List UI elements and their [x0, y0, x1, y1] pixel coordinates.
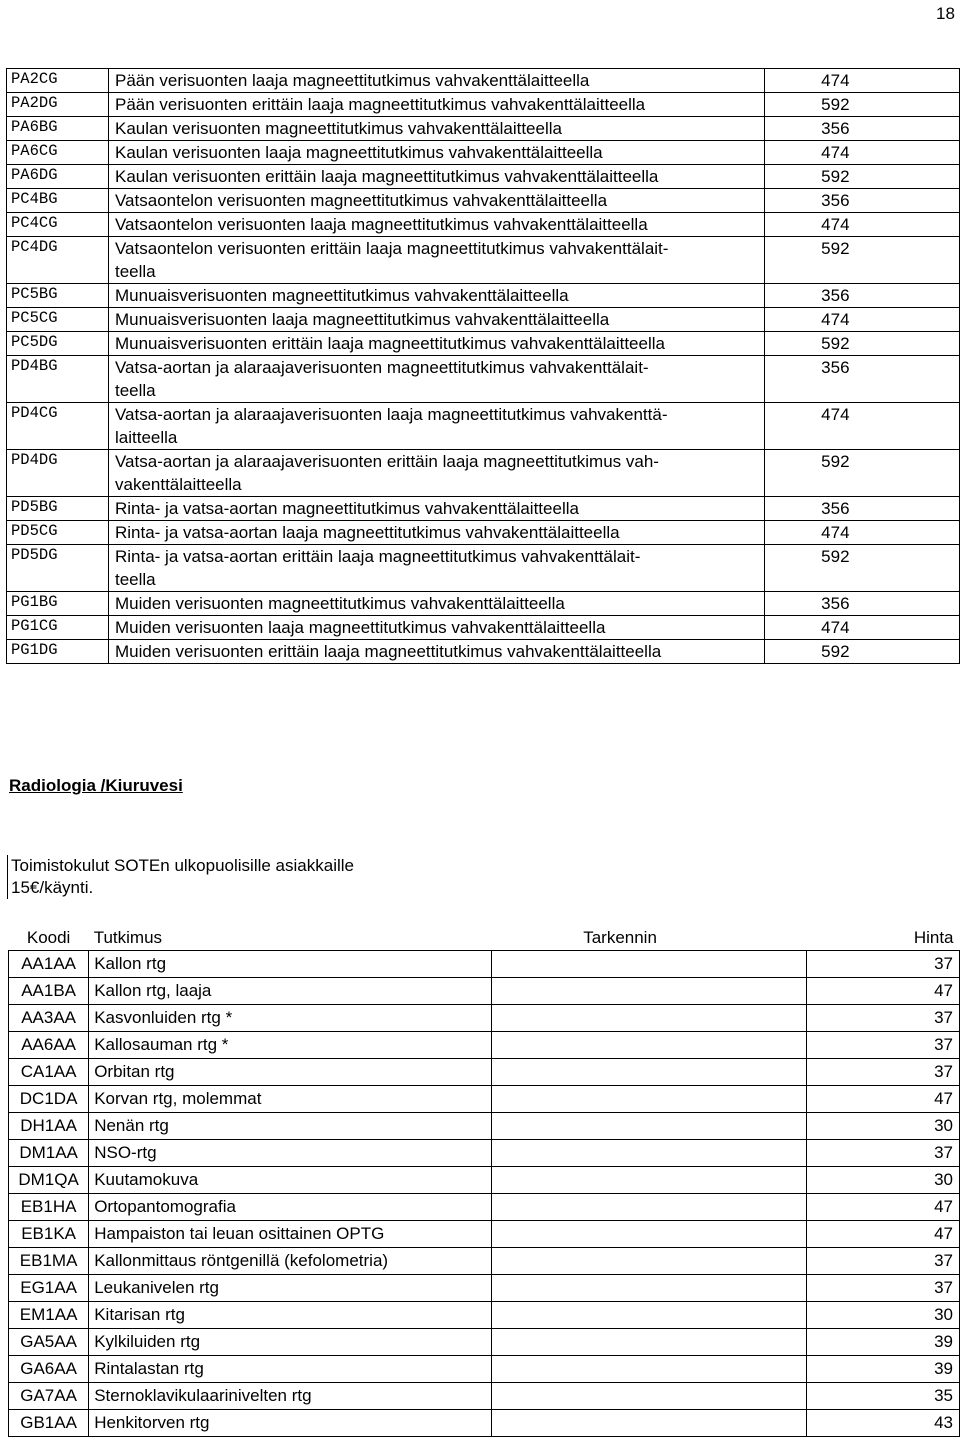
- row-price: 37: [807, 1140, 960, 1167]
- table-row: [9, 1140, 960, 1167]
- row-code: EB1KA: [9, 1221, 89, 1248]
- row-code: PA6BG: [7, 117, 109, 141]
- radiology-price-table-body: [9, 951, 960, 1437]
- row-price: 592: [765, 332, 960, 356]
- row-spec: [491, 1329, 807, 1356]
- row-name: Kasvonluiden rtg *: [89, 1005, 492, 1032]
- row-description: Vatsa-aortan ja alaraajaverisuonten laaja magneettitutkimus vahvakenttä- laitteella: [108, 403, 764, 450]
- row-description: Munuaisverisuonten magneettitutkimus vahvakenttälaitteella: [108, 284, 764, 308]
- row-spec: [491, 1302, 807, 1329]
- row-description: Kaulan verisuonten magneettitutkimus vahvakenttälaitteella: [108, 117, 764, 141]
- mri-price-table: [6, 68, 960, 664]
- row-code: PC5DG: [7, 332, 109, 356]
- row-code: AA1BA: [9, 978, 89, 1005]
- table-row: [7, 213, 960, 237]
- row-description: Vatsa-aortan ja alaraajaverisuonten erittäin laaja magneettitutkimus vah- vakenttälaitteella: [108, 450, 764, 497]
- table-row: [9, 1167, 960, 1194]
- row-description: Vatsaontelon verisuonten laaja magneettitutkimus vahvakenttälaitteella: [108, 213, 764, 237]
- table-row: [9, 951, 960, 978]
- table-row: [9, 1032, 960, 1059]
- row-price: 37: [807, 1005, 960, 1032]
- row-spec: [491, 1113, 807, 1140]
- row-name: Henkitorven rtg: [89, 1410, 492, 1437]
- row-price: 592: [765, 165, 960, 189]
- row-price: 30: [807, 1113, 960, 1140]
- row-price: 474: [765, 616, 960, 640]
- row-description: Pään verisuonten laaja magneettitutkimus vahvakenttälaitteella: [108, 69, 764, 93]
- table-row: [7, 69, 960, 93]
- table-row: [7, 521, 960, 545]
- row-spec: [491, 1005, 807, 1032]
- row-price: 30: [807, 1302, 960, 1329]
- row-description: Munuaisverisuonten erittäin laaja magneettitutkimus vahvakenttälaitteella: [108, 332, 764, 356]
- row-code: DM1AA: [9, 1140, 89, 1167]
- row-description: Muiden verisuonten erittäin laaja magneettitutkimus vahvakenttälaitteella: [108, 640, 764, 664]
- row-description: Vatsaontelon verisuonten magneettitutkimus vahvakenttälaitteella: [108, 189, 764, 213]
- row-price: 592: [765, 450, 960, 497]
- row-code: PD5BG: [7, 497, 109, 521]
- row-code: AA6AA: [9, 1032, 89, 1059]
- table-row: [9, 978, 960, 1005]
- table-row: [9, 1248, 960, 1275]
- row-code: PD5CG: [7, 521, 109, 545]
- row-code: DC1DA: [9, 1086, 89, 1113]
- row-price: 356: [765, 356, 960, 403]
- row-spec: [491, 1194, 807, 1221]
- row-name: Kitarisan rtg: [89, 1302, 492, 1329]
- row-name: Leukanivelen rtg: [89, 1275, 492, 1302]
- row-spec: [491, 1275, 807, 1302]
- row-price: 37: [807, 951, 960, 978]
- row-price: 35: [807, 1383, 960, 1410]
- row-price: 47: [807, 1086, 960, 1113]
- table-row: [7, 497, 960, 521]
- row-code: DH1AA: [9, 1113, 89, 1140]
- row-price: 356: [765, 497, 960, 521]
- table-row: [7, 165, 960, 189]
- row-price: 37: [807, 1032, 960, 1059]
- row-code: PC4BG: [7, 189, 109, 213]
- table-row: [9, 1086, 960, 1113]
- row-price: 474: [765, 308, 960, 332]
- row-price: 43: [807, 1410, 960, 1437]
- row-description: Rinta- ja vatsa-aortan erittäin laaja magneettitutkimus vahvakenttälait- teella: [108, 545, 764, 592]
- row-code: PA2CG: [7, 69, 109, 93]
- row-price: 47: [807, 1221, 960, 1248]
- table-row: [7, 450, 960, 497]
- row-description: Rinta- ja vatsa-aortan magneettitutkimus vahvakenttälaitteella: [108, 497, 764, 521]
- header-spec: Tarkennin: [583, 928, 657, 947]
- row-code: GA5AA: [9, 1329, 89, 1356]
- row-price: 47: [807, 978, 960, 1005]
- row-name: Nenän rtg: [89, 1113, 492, 1140]
- row-price: 30: [807, 1167, 960, 1194]
- row-code: CA1AA: [9, 1059, 89, 1086]
- row-code: PD5DG: [7, 545, 109, 592]
- row-description: Pään verisuonten erittäin laaja magneettitutkimus vahvakenttälaitteella: [108, 93, 764, 117]
- page-number: 18: [936, 4, 955, 23]
- table-row: [7, 189, 960, 213]
- row-description: Vatsa-aortan ja alaraajaverisuonten magneettitutkimus vahvakenttälait- teella: [108, 356, 764, 403]
- section-title: Radiologia /Kiuruvesi: [9, 776, 183, 795]
- row-name: Kylkiluiden rtg: [89, 1329, 492, 1356]
- row-spec: [491, 1167, 807, 1194]
- row-code: PC4CG: [7, 213, 109, 237]
- row-code: PA6CG: [7, 141, 109, 165]
- row-price: 592: [765, 93, 960, 117]
- row-spec: [491, 1140, 807, 1167]
- mri-price-table-body: [7, 69, 960, 664]
- row-spec: [491, 1221, 807, 1248]
- row-name: Korvan rtg, molemmat: [89, 1086, 492, 1113]
- row-code: PD4CG: [7, 403, 109, 450]
- table-row: [7, 403, 960, 450]
- row-code: PG1BG: [7, 592, 109, 616]
- row-price: 39: [807, 1356, 960, 1383]
- header-price: Hinta: [913, 928, 954, 947]
- row-name: Sternoklavikulaarinivelten rtg: [89, 1383, 492, 1410]
- table-row: [7, 237, 960, 284]
- row-code: AA3AA: [9, 1005, 89, 1032]
- row-spec: [491, 1410, 807, 1437]
- row-price: 474: [765, 141, 960, 165]
- row-price: 474: [765, 521, 960, 545]
- row-code: PG1DG: [7, 640, 109, 664]
- row-code: EG1AA: [9, 1275, 89, 1302]
- row-description: Vatsaontelon verisuonten erittäin laaja magneettitutkimus vahvakenttälait- teella: [108, 237, 764, 284]
- row-code: PC4DG: [7, 237, 109, 284]
- radiology-price-table: [8, 926, 960, 1437]
- row-price: 47: [807, 1194, 960, 1221]
- row-price: 474: [765, 213, 960, 237]
- row-price: 356: [765, 592, 960, 616]
- row-code: PA2DG: [7, 93, 109, 117]
- row-price: 592: [765, 640, 960, 664]
- table-row: [9, 1410, 960, 1437]
- row-spec: [491, 1032, 807, 1059]
- table-row: [7, 117, 960, 141]
- row-spec: [491, 1086, 807, 1113]
- row-spec: [491, 1356, 807, 1383]
- row-name: Rintalastan rtg: [89, 1356, 492, 1383]
- table-row: [9, 1194, 960, 1221]
- row-spec: [491, 951, 807, 978]
- row-spec: [491, 978, 807, 1005]
- row-spec: [491, 1059, 807, 1086]
- row-description: Rinta- ja vatsa-aortan laaja magneettitutkimus vahvakenttälaitteella: [108, 521, 764, 545]
- row-code: GB1AA: [9, 1410, 89, 1437]
- table-row: [9, 1221, 960, 1248]
- row-code: EB1HA: [9, 1194, 89, 1221]
- table-row: [9, 1113, 960, 1140]
- row-code: EM1AA: [9, 1302, 89, 1329]
- row-spec: [491, 1383, 807, 1410]
- row-price: 356: [765, 117, 960, 141]
- row-name: NSO-rtg: [89, 1140, 492, 1167]
- row-price: 474: [765, 69, 960, 93]
- table-row: [7, 545, 960, 592]
- row-price: 37: [807, 1059, 960, 1086]
- row-description: Muiden verisuonten laaja magneettitutkimus vahvakenttälaitteella: [108, 616, 764, 640]
- table-row: [7, 616, 960, 640]
- row-code: GA7AA: [9, 1383, 89, 1410]
- row-name: Kallonmittaus röntgenillä (kefolometria): [89, 1248, 492, 1275]
- row-code: EB1MA: [9, 1248, 89, 1275]
- row-code: PA6DG: [7, 165, 109, 189]
- table-row: [7, 640, 960, 664]
- table-row: [9, 1059, 960, 1086]
- row-price: 37: [807, 1248, 960, 1275]
- table-row: [7, 308, 960, 332]
- table-row: [9, 1383, 960, 1410]
- office-fee-note: [7, 855, 431, 899]
- table-row: [7, 93, 960, 117]
- row-price: 39: [807, 1329, 960, 1356]
- row-price: 592: [765, 545, 960, 592]
- row-price: 37: [807, 1275, 960, 1302]
- table-row: [7, 284, 960, 308]
- row-code: GA6AA: [9, 1356, 89, 1383]
- table-row: [9, 1356, 960, 1383]
- row-name: Hampaiston tai leuan osittainen OPTG: [89, 1221, 492, 1248]
- table-row: [9, 1005, 960, 1032]
- row-code: DM1QA: [9, 1167, 89, 1194]
- row-code: PC5BG: [7, 284, 109, 308]
- row-code: AA1AA: [9, 951, 89, 978]
- row-code: PC5CG: [7, 308, 109, 332]
- header-code: Koodi: [26, 928, 71, 947]
- table-row: [7, 141, 960, 165]
- row-price: 592: [765, 237, 960, 284]
- row-name: Ortopantomografia: [89, 1194, 492, 1221]
- row-name: Kallon rtg: [89, 951, 492, 978]
- row-description: Muiden verisuonten magneettitutkimus vahvakenttälaitteella: [108, 592, 764, 616]
- row-code: PG1CG: [7, 616, 109, 640]
- office-fee-note-line1: Toimistokulut SOTEn ulkopuolisille asiakkaille: [11, 856, 354, 875]
- row-spec: [491, 1248, 807, 1275]
- row-price: 474: [765, 403, 960, 450]
- row-description: Munuaisverisuonten laaja magneettitutkimus vahvakenttälaitteella: [108, 308, 764, 332]
- row-price: 356: [765, 284, 960, 308]
- row-description: Kaulan verisuonten laaja magneettitutkimus vahvakenttälaitteella: [108, 141, 764, 165]
- header-name: Tutkimus: [93, 928, 163, 947]
- table-row: [7, 592, 960, 616]
- row-code: PD4DG: [7, 450, 109, 497]
- table-row: [7, 356, 960, 403]
- row-name: Kallosauman rtg *: [89, 1032, 492, 1059]
- table-row: [9, 1329, 960, 1356]
- office-fee-note-line2: 15€/käynti.: [11, 878, 94, 897]
- row-code: PD4BG: [7, 356, 109, 403]
- row-price: 356: [765, 189, 960, 213]
- table-row: [9, 1302, 960, 1329]
- row-name: Kuutamokuva: [89, 1167, 492, 1194]
- row-name: Orbitan rtg: [89, 1059, 492, 1086]
- table-row: [9, 1275, 960, 1302]
- row-description: Kaulan verisuonten erittäin laaja magneettitutkimus vahvakenttälaitteella: [108, 165, 764, 189]
- table-row: [7, 332, 960, 356]
- row-name: Kallon rtg, laaja: [89, 978, 492, 1005]
- table-header-row: [9, 926, 960, 951]
